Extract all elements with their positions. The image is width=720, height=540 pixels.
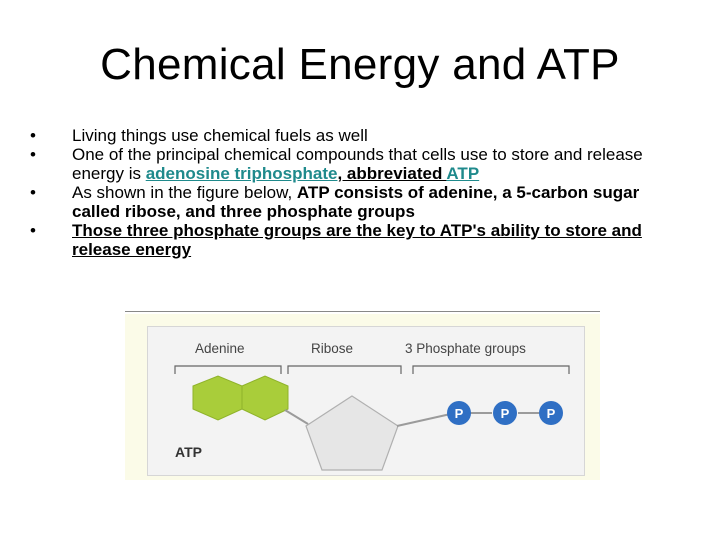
bullet-item: [28, 126, 668, 145]
phosphate-symbol: P: [500, 406, 510, 421]
ribose-phosphate-bond: [397, 413, 455, 426]
atp-label: ATP: [175, 444, 202, 460]
phosphate-symbol: P: [454, 406, 464, 421]
bullet-item: [28, 183, 668, 221]
ribose-pentagon: [306, 396, 398, 470]
bullet-text: As shown in the figure below,: [72, 183, 297, 202]
atp-figure: [125, 310, 600, 480]
bullet-text-bold: , abbreviated: [337, 164, 447, 183]
bullet-marker: •: [30, 145, 36, 164]
phosphate-groups-label: 3 Phosphate groups: [405, 341, 526, 356]
bullet-marker: •: [30, 221, 36, 240]
bullet-marker: •: [30, 183, 36, 202]
adenine-bracket: [175, 366, 281, 374]
bullet-text-bold: Those three phosphate groups are the key to ATP's ability to store and release energy: [72, 221, 642, 259]
bullet-item: [28, 145, 668, 183]
bullet-list: [28, 126, 668, 259]
adenine-ring-right: [242, 376, 288, 420]
atp-link[interactable]: adenosine triphosphate: [145, 164, 338, 183]
atp-abbr-link[interactable]: ATP: [446, 164, 480, 183]
bullet-item: [28, 221, 668, 259]
adenine-label: Adenine: [195, 341, 245, 356]
adenine-ring-left: [193, 376, 242, 420]
bullet-text-bold: ATP consists of adenine, a 5-carbon sugar called ribose, and three phosphate groups: [72, 183, 640, 221]
phosphate-symbol: P: [546, 406, 556, 421]
ribose-bracket: [288, 366, 401, 374]
phosphate-bracket: [413, 366, 569, 374]
bullet-text: Living things use chemical fuels as well: [72, 126, 368, 145]
ribose-label: Ribose: [311, 341, 354, 356]
bullet-marker: •: [30, 126, 36, 145]
adenine-ribose-bond: [285, 410, 308, 424]
bullet-text: One of the principal chemical compounds that cells use to store and release energy is: [72, 145, 643, 183]
slide-title: Chemical Energy and ATP: [100, 40, 620, 89]
